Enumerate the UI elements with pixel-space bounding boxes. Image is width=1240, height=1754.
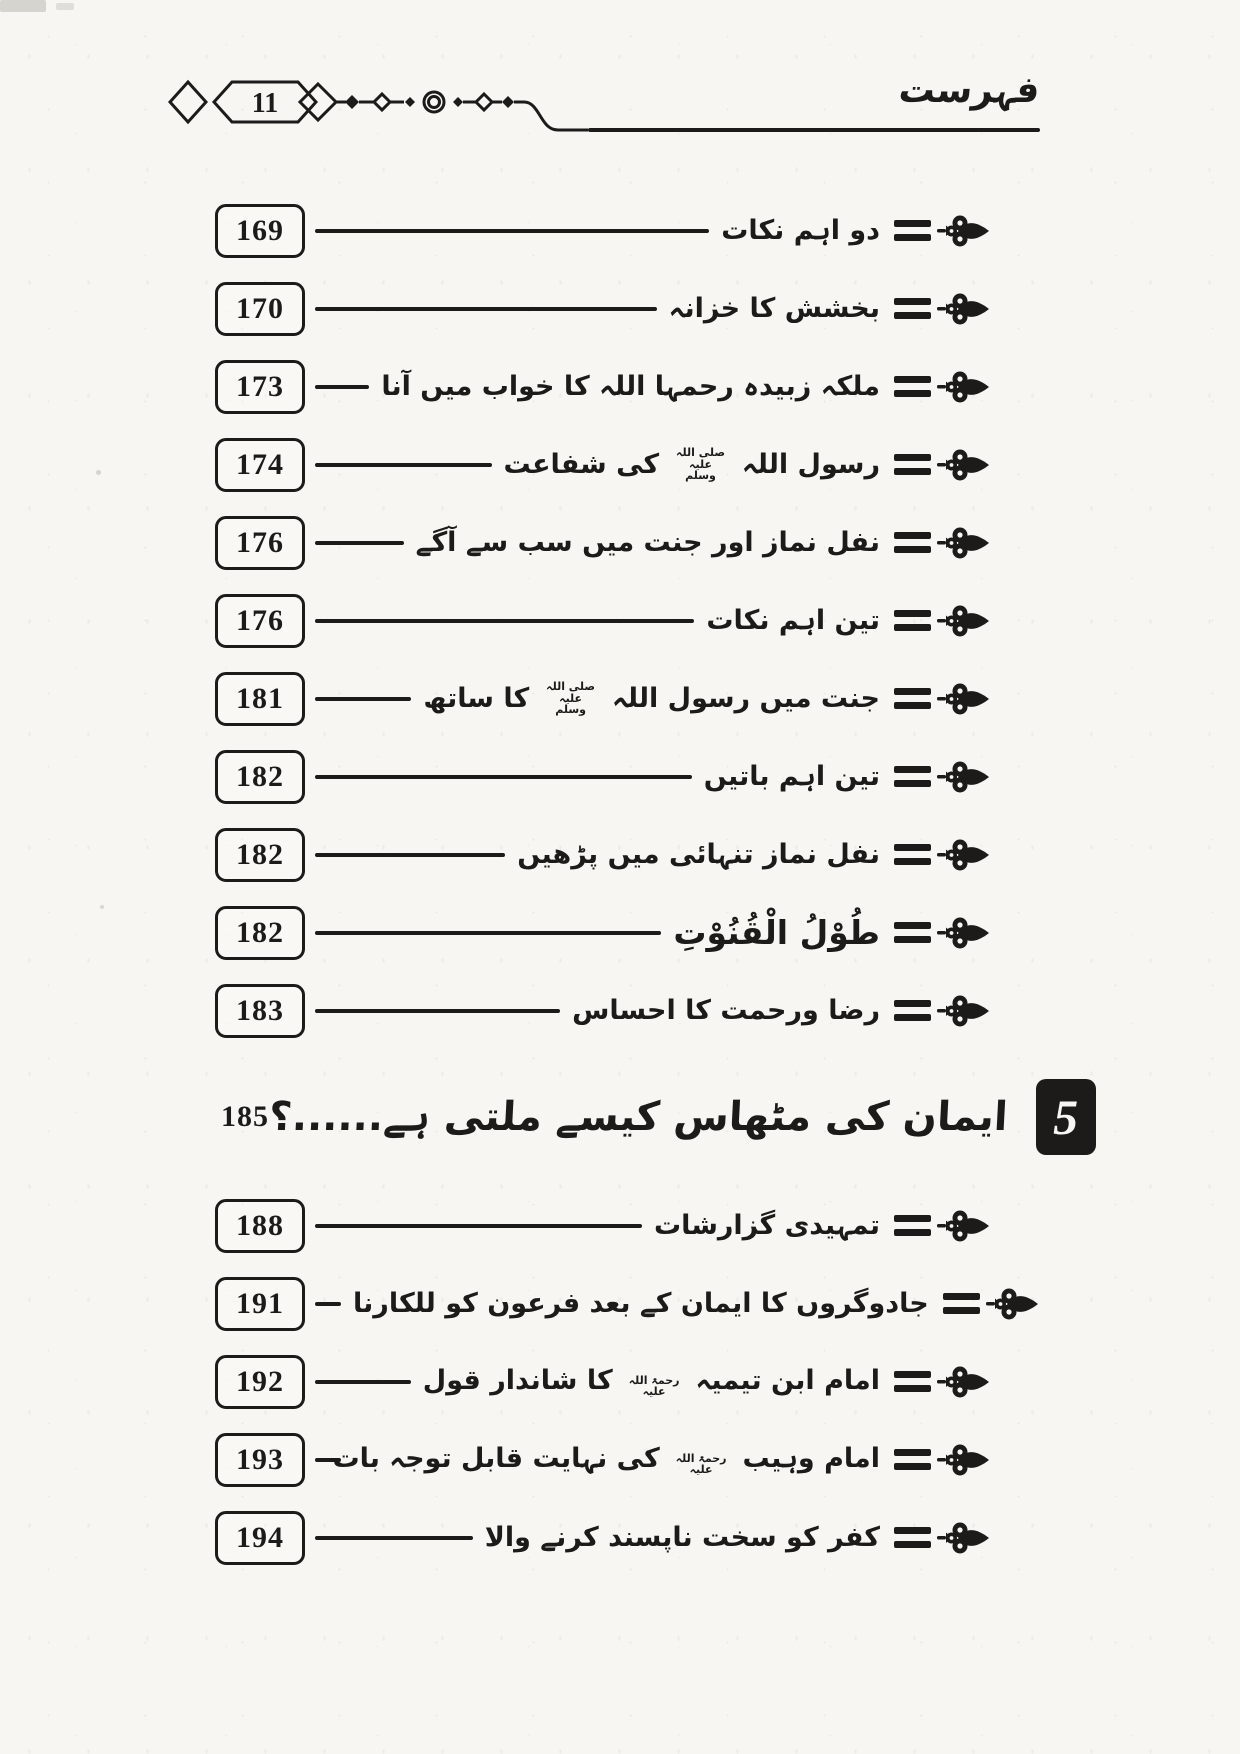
toc-list xyxy=(215,202,1079,1566)
entry-page-number: 192 xyxy=(236,1364,284,1398)
toc-entry-row xyxy=(215,1275,990,1332)
entry-title: رسول اللہ صلی اللہ علیہ وسلم کی شفاعت xyxy=(503,446,880,483)
scan-speck xyxy=(100,905,104,909)
page-number-box xyxy=(215,1355,305,1409)
page-number-box xyxy=(215,828,305,882)
leader-line xyxy=(315,307,657,311)
toc-entry-row xyxy=(215,1353,990,1410)
entry-title: طُوْلُ الْقُنُوْتِ xyxy=(673,913,880,952)
page-number: 11 xyxy=(251,88,279,119)
header-title: فہرست xyxy=(897,70,1043,111)
page-number-box xyxy=(215,906,305,960)
chapter-title: ایمان کی مٹھاس کیسے ملتی ہے......؟ xyxy=(267,1094,1009,1140)
leader-line xyxy=(315,463,492,467)
toc-entry-row xyxy=(215,592,990,649)
fleuron-bullet-icon xyxy=(943,1286,1039,1322)
fleuron-bullet-icon xyxy=(894,915,990,951)
honorific-seal: صلی اللہ علیہ وسلم xyxy=(546,680,596,717)
fleuron-bullet-icon xyxy=(894,369,990,405)
fleuron-bullet-icon xyxy=(894,1364,990,1400)
toc-entry-row xyxy=(215,514,990,571)
fleuron-bullet-icon xyxy=(894,993,990,1029)
fleuron-bullet-icon xyxy=(894,1442,990,1478)
entry-title: جادوگروں کا ایمان کے بعد فرعون کو للکارنا xyxy=(353,1288,929,1319)
entry-page-number: 174 xyxy=(236,447,284,481)
fleuron-bullet-icon xyxy=(894,681,990,717)
fleuron-bullet-icon xyxy=(894,447,990,483)
page-number-box xyxy=(215,750,305,804)
toc-entry-row xyxy=(215,1431,990,1488)
entry-page-number: 182 xyxy=(236,837,284,871)
fleuron-bullet-icon xyxy=(894,1208,990,1244)
entry-page-number: 182 xyxy=(236,759,284,793)
page-number-box xyxy=(215,594,305,648)
toc-entry-row xyxy=(215,202,990,259)
entry-page-number: 173 xyxy=(236,369,284,403)
page-number-box xyxy=(215,672,305,726)
leader-line xyxy=(315,775,692,779)
chapter-page-number: 185 xyxy=(221,1100,269,1133)
fleuron-bullet-icon xyxy=(894,837,990,873)
page-number-box xyxy=(215,1511,305,1565)
leader-line xyxy=(315,1009,560,1013)
entry-page-number: 183 xyxy=(236,993,284,1027)
page-number-box xyxy=(215,1199,305,1253)
toc-entry-row xyxy=(215,982,990,1039)
page-number-box xyxy=(215,516,305,570)
page-header xyxy=(0,0,1240,168)
entry-title: بخشش کا خزانہ xyxy=(668,293,880,324)
entry-page-number: 170 xyxy=(236,291,284,325)
fleuron-bullet-icon xyxy=(894,603,990,639)
toc-entry-row xyxy=(215,358,990,415)
entry-page-number: 193 xyxy=(236,1442,284,1476)
fleuron-bullet-icon xyxy=(894,1520,990,1556)
entry-title: امام وہیب رحمۃ اللہ علیہ کی نہایت قابل توجہ بات xyxy=(332,1443,880,1477)
honorific-seal: رحمۃ اللہ علیہ xyxy=(628,1373,680,1399)
header-rule xyxy=(588,128,1040,132)
page-number-box xyxy=(215,204,305,258)
leader-line xyxy=(315,229,709,233)
toc-entry-row xyxy=(215,1509,990,1566)
honorific-seal: صلی اللہ علیہ وسلم xyxy=(676,446,725,483)
leader-line xyxy=(315,1380,411,1384)
leader-line xyxy=(315,931,661,935)
header-ornament-icon xyxy=(168,76,588,138)
page-number-box xyxy=(215,1277,305,1331)
leader-line xyxy=(315,541,404,545)
toc-entry-row xyxy=(215,904,990,961)
entry-page-number: 188 xyxy=(236,1208,284,1242)
page-number-box xyxy=(215,1433,305,1487)
entry-title: تمہیدی گزارشات xyxy=(654,1210,880,1241)
entry-page-number: 176 xyxy=(236,525,284,559)
entry-title: کفر کو سخت ناپسند کرنے والا xyxy=(484,1522,880,1553)
entry-title: جنت میں رسول اللہ صلی اللہ علیہ وسلم کا ساتھ xyxy=(423,680,880,717)
entry-page-number: 194 xyxy=(236,1520,284,1554)
entry-page-number: 191 xyxy=(236,1286,284,1320)
entry-page-number: 182 xyxy=(236,915,284,949)
leader-line xyxy=(315,1302,341,1306)
toc-entry-row xyxy=(215,1197,990,1254)
toc-entry-row xyxy=(215,748,990,805)
entry-page-number: 169 xyxy=(236,213,284,247)
entry-page-number: 181 xyxy=(236,681,284,715)
toc-entry-row xyxy=(215,670,990,727)
entry-page-number: 176 xyxy=(236,603,284,637)
entry-title: ملکہ زبیدہ رحمہا اللہ کا خواب میں آنا xyxy=(381,371,880,402)
leader-line xyxy=(315,1224,642,1228)
fleuron-bullet-icon xyxy=(894,759,990,795)
entry-title: امام ابن تیمیہ رحمۃ اللہ علیہ کا شاندار قول xyxy=(422,1365,880,1399)
chapter-heading-row xyxy=(215,1069,1079,1165)
scan-speck xyxy=(96,470,101,475)
fleuron-bullet-icon xyxy=(894,291,990,327)
entry-title: رضا ورحمت کا احساس xyxy=(572,995,880,1026)
entry-title: نفل نماز اور جنت میں سب سے آگے xyxy=(415,527,880,558)
toc-entry-row xyxy=(215,436,990,493)
leader-line xyxy=(315,1536,473,1540)
leader-line xyxy=(315,619,694,623)
page-number-box xyxy=(215,438,305,492)
leader-line xyxy=(315,385,369,389)
fleuron-bullet-icon xyxy=(894,213,990,249)
entry-title: تین اہم نکات xyxy=(706,605,880,636)
entry-title: تین اہم باتیں xyxy=(703,761,880,792)
page-number-box xyxy=(215,984,305,1038)
fleuron-bullet-icon xyxy=(894,525,990,561)
toc-entry-row xyxy=(215,280,990,337)
leader-line xyxy=(315,853,505,857)
leader-line xyxy=(315,697,411,701)
chapter-number-box xyxy=(1036,1079,1096,1155)
chapter-number: 5 xyxy=(1053,1089,1079,1145)
toc-entry-row xyxy=(215,826,990,883)
page-number-box xyxy=(215,360,305,414)
page-number-box xyxy=(215,282,305,336)
entry-title: دو اہم نکات xyxy=(721,215,880,246)
entry-title: نفل نماز تنہائی میں پڑھیں xyxy=(517,839,880,870)
honorific-seal: رحمۃ اللہ علیہ xyxy=(675,1451,727,1477)
